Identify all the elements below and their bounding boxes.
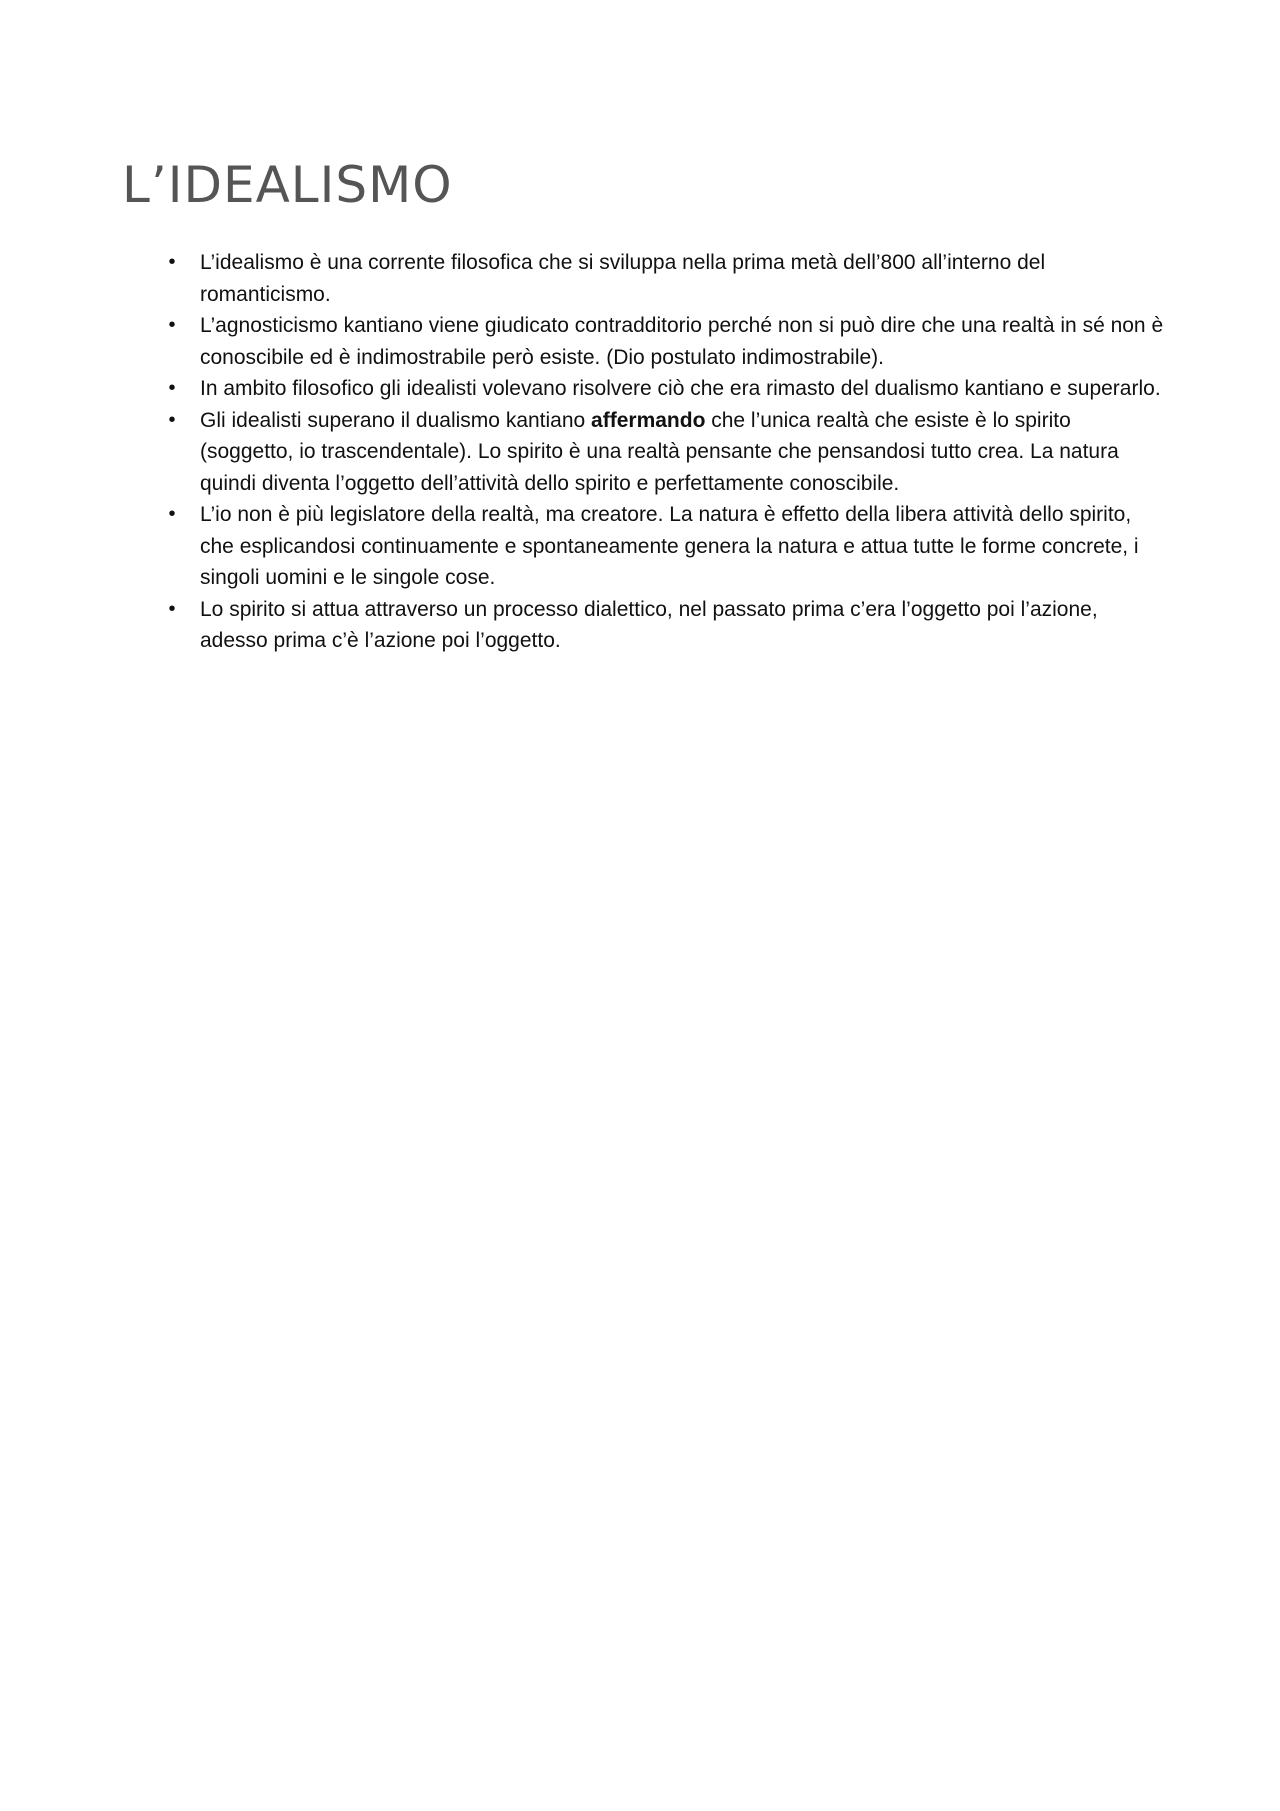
list-item [168, 499, 1165, 594]
list-item [168, 594, 1165, 657]
bullet-icon: • [168, 503, 176, 525]
bullet-icon: • [168, 377, 176, 399]
bullet-icon: • [168, 408, 176, 431]
bullet-icon: • [168, 314, 176, 336]
bold-keyword: affermando [591, 408, 706, 432]
bullet-list [168, 247, 1165, 657]
list-item-text-start: Gli idealisti superano il dualismo kantiano [200, 408, 592, 432]
page-title: L’IDEALISMO [122, 156, 453, 214]
list-item-text: In ambito filosofico gli idealisti volevano risolvere ciò che era rimasto del dualismo kantiano e superarlo. [200, 377, 1161, 400]
bullet-icon: • [168, 251, 176, 273]
list-item-text: Lo spirito si attua attraverso un processo dialettico, nel passato prima c’era l’oggetto poi l’azione, adesso prima c’è l’azione poi l’oggetto. [200, 597, 1098, 652]
list-item-text [200, 409, 1119, 495]
list-item-text: L’io non è più legislatore della realtà, ma creatore. La natura è effetto della libera attività dello spirito, che esplicandosi continuamente e spontaneamente genera la natura e attua tutte le forme concrete, i singoli uomini e le singole cose. [200, 503, 1139, 589]
bullet-icon: • [168, 597, 176, 620]
list-item [168, 373, 1165, 405]
list-item [168, 247, 1165, 310]
list-item [168, 405, 1165, 500]
list-item-text-end: che l’unica realtà che esiste è lo spirito (soggetto, io trascendentale). Lo spirito è una realtà pensante che pensandosi tutto crea. La natura quindi diventa l’oggetto dell’attività dello spirito e perfettamente conoscibile. [200, 408, 1119, 495]
list-item-text: L’agnosticismo kantiano viene giudicato contradditorio perché non si può dire che una realtà in sé non è conoscibile ed è indimostrabile però esiste. (Dio postulato indimostrabile). [200, 314, 1164, 369]
list-item-text: L’idealismo è una corrente filosofica che si sviluppa nella prima metà dell’800 all’interno del romanticismo. [200, 251, 1046, 306]
list-item [168, 310, 1165, 373]
